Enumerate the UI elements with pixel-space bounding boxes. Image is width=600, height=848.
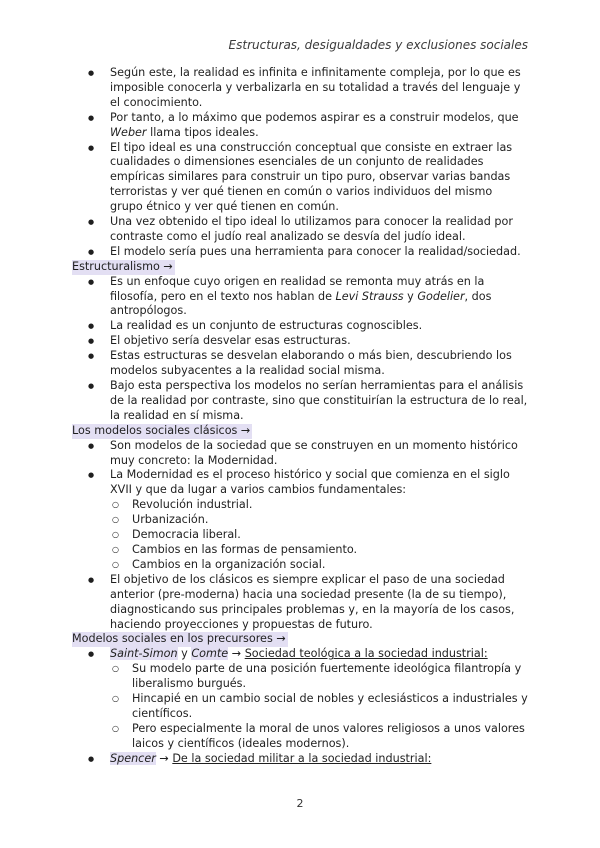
page-header: Estructuras, desigualdades y exclusiones sociales xyxy=(228,38,528,52)
list-item: ● Según este, la realidad es infinita e infinitamente compleja, por lo que es imposible conocerla y verbalizarla en su totalidad a través del lenguaje y el conocimiento. xyxy=(72,66,528,111)
list-item: ● Son modelos de la sociedad que se construyen en un momento histórico muy concreto: la Modernidad. xyxy=(72,439,528,469)
sub-list-item: ○ Hincapié en un cambio social de nobles y eclesiásticos a industriales y científicos. xyxy=(110,692,528,722)
author-name: Godelier xyxy=(417,289,465,303)
author-name: Spencer xyxy=(110,751,156,765)
subheading: Sociedad teológica a la sociedad industrial: xyxy=(244,647,488,661)
list-item: ● Es un enfoque cuyo origen en realidad se remonta muy atrás en la filosofía, pero en el texto nos hablan de Levi Strauss y Godelier, dos antropólogos. xyxy=(72,275,528,320)
sub-list-saint-simon xyxy=(110,662,528,751)
bullet-list-estructuralismo xyxy=(72,275,528,424)
list-item: ● Estas estructuras se desvelan elaborando o más bien, descubriendo los modelos subyacentes a la realidad social misma. xyxy=(72,349,528,379)
list-item: ● El modelo sería pues una herramienta para conocer la realidad/sociedad. xyxy=(72,245,528,260)
list-item: ● Spencer → De la sociedad militar a la sociedad industrial: xyxy=(72,752,528,767)
sub-list-cambios xyxy=(110,498,528,573)
sub-list-item: ○ Cambios en las formas de pensamiento. xyxy=(110,543,528,558)
list-item: ● Saint-Simon y Comte → Sociedad teológica a la sociedad industrial: xyxy=(72,647,528,662)
sub-list-item: ○ Democracia liberal. xyxy=(110,528,528,543)
list-item: ● El objetivo sería desvelar esas estructuras. xyxy=(72,334,528,349)
author-name: Saint-Simon xyxy=(110,647,178,661)
sub-list-item: ○ Cambios en la organización social. xyxy=(110,558,528,573)
bullet-list-spencer xyxy=(72,752,528,767)
list-item: ● Una vez obtenido el tipo ideal lo utilizamos para conocer la realidad por contraste como el judío real analizado se desvía del judío ideal. xyxy=(72,215,528,245)
sub-list-item: ○ Urbanización. xyxy=(110,513,528,528)
list-item: ● La Modernidad es el proceso histórico y social que comienza en el siglo XVII y que da lugar a varios cambios fundamentales: xyxy=(72,468,528,498)
section-heading-estructuralismo: Estructuralismo → xyxy=(72,259,173,273)
list-item: ● Por tanto, a lo máximo que podemos aspirar es a construir modelos, que Weber llama tipos ideales. xyxy=(72,111,528,141)
sub-list-item: ○ Su modelo parte de una posición fuertemente ideológica filantropía y liberalismo burgués. xyxy=(110,662,528,692)
section-heading-clasicos: Los modelos sociales clásicos → xyxy=(72,423,251,437)
subheading: De la sociedad militar a la sociedad industrial: xyxy=(172,751,432,765)
author-name: Weber xyxy=(110,125,147,139)
list-item: ● La realidad es un conjunto de estructuras cognoscibles. xyxy=(72,319,528,334)
sub-list-item: ○ Revolución industrial. xyxy=(110,498,528,513)
bullet-list-clasicos-cont xyxy=(72,573,528,633)
bullet-list-tipo-ideal xyxy=(72,66,528,260)
document-body xyxy=(72,66,528,767)
list-item: ● El tipo ideal es una construcción conceptual que consiste en extraer las cualidades o dimensiones esenciales de un conjunto de realidades empíricas similares para construir un tipo puro, observar varias bandas terroristas y ver qué tienen en común o varios individuos del mismo grupo étnico y ver qué tienen en común. xyxy=(72,141,528,216)
bullet-list-clasicos xyxy=(72,439,528,499)
author-name: Levi Strauss xyxy=(335,289,404,303)
author-name: Comte xyxy=(191,647,229,661)
section-heading-precursores: Modelos sociales en los precursores → xyxy=(72,632,286,646)
list-item: ● El objetivo de los clásicos es siempre explicar el paso de una sociedad anterior (pre-moderna) hacia una sociedad presente (la de su tiempo), diagnosticando sus principales problemas y, en la mayoría de los casos, haciendo proyecciones y propuestas de futuro. xyxy=(72,573,528,633)
list-item: ● Bajo esta perspectiva los modelos no serían herramientas para el análisis de la realidad por contraste, sino que constituirían la estructura de lo real, la realidad en sí misma. xyxy=(72,379,528,424)
sub-list-item: ○ Pero especialmente la moral de unos valores religiosos a unos valores laicos y científicos (ideales modernos). xyxy=(110,722,528,752)
bullet-list-precursores xyxy=(72,647,528,662)
page-number: 2 xyxy=(296,797,304,810)
